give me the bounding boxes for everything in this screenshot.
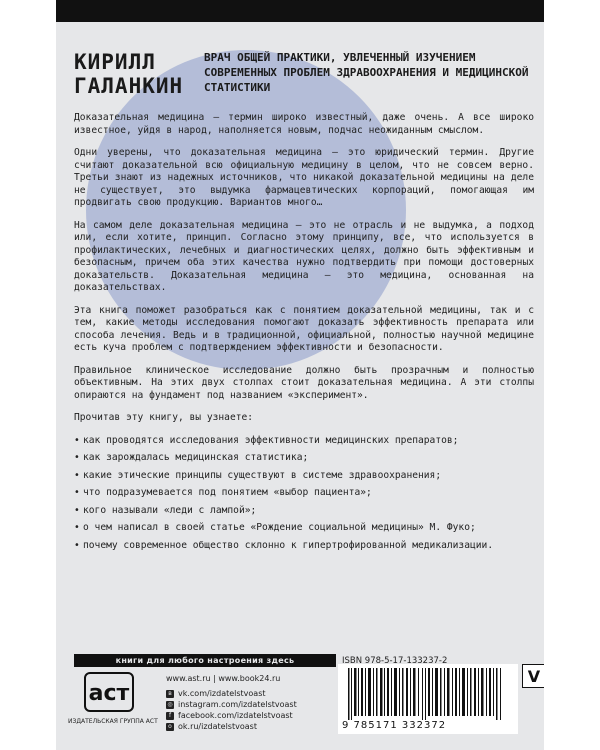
author-tagline: ВРАЧ ОБЩЕЙ ПРАКТИКИ, УВЛЕЧЕННЫЙ ИЗУЧЕНИЕМ СОВРЕМЕННЫХ ПРОБЛЕМ ЗДРАВООХРАНЕНИЯ И МЕДИЦИНСКОЙ СТАТИСТИКИ <box>204 51 529 94</box>
social-row <box>166 699 297 710</box>
author-last-name: ГАЛАНКИН <box>74 74 184 98</box>
barcode-number: 9 785171 332372 <box>342 720 447 731</box>
ast-logo: аст <box>84 672 134 712</box>
publisher-group: ИЗДАТЕЛЬСКАЯ ГРУППА АСТ <box>68 718 158 725</box>
ok-icon: о <box>166 723 174 731</box>
v-badge: V <box>522 664 544 688</box>
paragraph: Правильное клиническое исследование должно быть прозрачным и полностью объективным. На этих двух столпах стоит доказательная медицина. А эти столпы опираются на фундамент под названием «эксперимент». <box>74 364 534 401</box>
social-link: facebook.com/izdatelstvoast <box>178 711 293 720</box>
author-first-name: КИРИЛЛ <box>74 50 156 74</box>
list-item: • какие этические принципы существуют в системе здравоохранения; <box>74 470 534 483</box>
list-item: • почему современное общество склонно к гипертрофированной медикализации. <box>74 540 534 553</box>
list-item: • о чем написал в своей статье «Рождение социальной медицины» М. Фуко; <box>74 522 534 535</box>
book-back-cover <box>56 0 544 750</box>
paragraph: На самом деле доказательная медицина — это не отрасль и не выдумка, а подход или, если хотите, принцип. Согласно этому принципу, все, что используется в профилактических, лечебных и диагностических целях, должно быть эффективным и безопасным, причем оба этих качества нужно подтвердить при помощи достоверных доказательств. Доказательная медицина — это медицина, основанная на доказательствах. <box>74 219 534 293</box>
social-row <box>166 710 297 721</box>
instagram-icon: ◎ <box>167 700 173 708</box>
facebook-icon: f <box>166 712 174 720</box>
vk-icon: в <box>166 690 174 698</box>
top-black-bar <box>56 0 544 22</box>
social-link: ok.ru/izdatelstvoast <box>178 722 257 731</box>
paragraph: Доказательная медицина — термин широко известный, даже очень. А все широко известное, уйдя в народ, наполняется новым, подчас неожиданным смыслом. <box>74 112 534 136</box>
paragraph: Одни уверены, что доказательная медицина — это юридический термин. Другие считают доказательной всю официальную медицину в целом, что не совсем верно. Третьи знают из надежных источников, что никакой доказательной медицины на деле не существует, это выдумка фармацевтических корпораций, помогающая им продвигать свою продукцию. Вариантов много… <box>74 147 534 208</box>
blurb-text <box>74 112 534 557</box>
social-link: instagram.com/izdatelstvoast <box>178 700 297 709</box>
list-item: • как проводятся исследования эффективности медицинских препаратов; <box>74 435 534 448</box>
list-item: • как зарождалась медицинская статистика; <box>74 452 534 465</box>
social-row <box>166 688 297 699</box>
list-item: • кого называли «леди с лампой»; <box>74 505 534 518</box>
series-ribbon: книги для любого настроения здесь <box>74 654 336 667</box>
isbn: ISBN 978-5-17-133237-2 <box>342 656 448 666</box>
list-item: • что подразумевается под понятием «выбор пациента»; <box>74 487 534 500</box>
publisher-sites: www.ast.ru | www.book24.ru <box>166 674 281 683</box>
author-name <box>74 50 183 98</box>
list-intro: Прочитав эту книгу, вы узнаете: <box>74 412 254 423</box>
social-row <box>166 721 297 732</box>
bullet-list <box>74 435 534 553</box>
social-link: vk.com/izdatelstvoast <box>178 689 266 698</box>
social-links <box>166 688 297 732</box>
barcode <box>346 668 506 720</box>
paragraph: Эта книга поможет разобраться как с понятием доказательной медицины, так и с тем, какие методы исследования помогают доказать эффективность препарата или способа лечения. Ведь и в традиционной, официальной, полностью научной медицине есть куча проблем с подтверждением эффективности и безопасности. <box>74 304 534 353</box>
